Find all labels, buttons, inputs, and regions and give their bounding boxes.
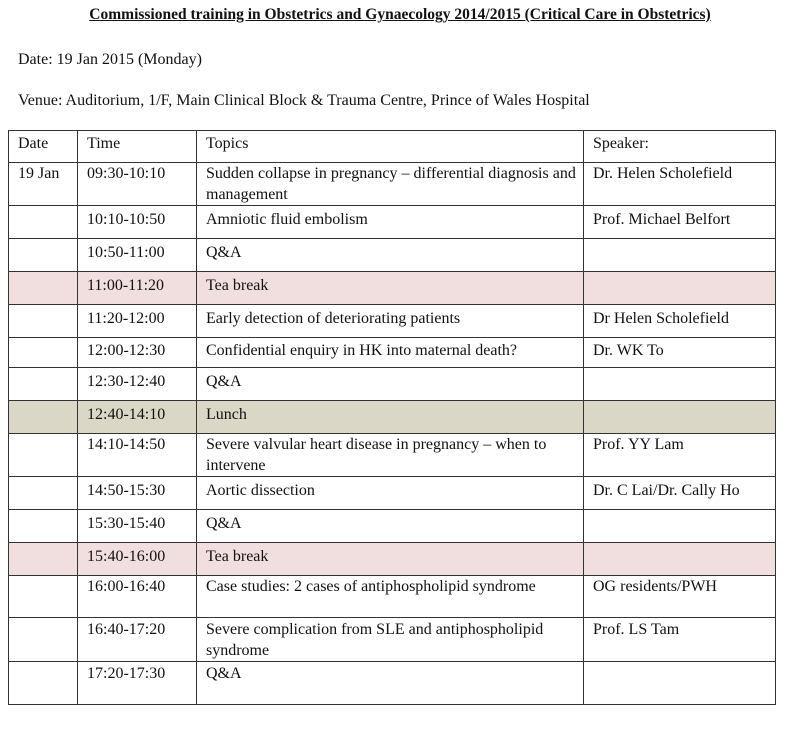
time-cell: 15:30-15:40 xyxy=(78,510,197,543)
table-row-tea-break xyxy=(9,543,776,576)
topic-cell: Q&A xyxy=(197,662,584,705)
topic-cell: Case studies: 2 cases of antiphospholipid syndrome xyxy=(197,576,584,618)
date-cell xyxy=(9,477,78,510)
speaker-cell: OG residents/PWH xyxy=(584,576,776,618)
topic-cell: Amniotic fluid embolism xyxy=(197,206,584,239)
date-cell: 19 Jan xyxy=(9,163,78,206)
table-header-row xyxy=(9,131,776,163)
time-cell: 14:10-14:50 xyxy=(78,434,197,477)
speaker-cell xyxy=(584,543,776,576)
topic-cell: Q&A xyxy=(197,510,584,543)
column-header-speaker: Speaker: xyxy=(584,131,776,163)
speaker-cell xyxy=(584,401,776,434)
date-cell xyxy=(9,434,78,477)
table-row xyxy=(9,206,776,239)
time-cell: 09:30-10:10 xyxy=(78,163,197,206)
column-header-date: Date xyxy=(9,131,78,163)
table-row xyxy=(9,163,776,206)
speaker-cell: Dr. WK To xyxy=(584,338,776,368)
topic-cell: Aortic dissection xyxy=(197,477,584,510)
time-cell: 15:40-16:00 xyxy=(78,543,197,576)
speaker-cell: Prof. LS Tam xyxy=(584,618,776,662)
schedule-table xyxy=(8,130,776,705)
date-cell xyxy=(9,272,78,305)
document-title: Commissioned training in Obstetrics and Gynaecology 2014/2015 (Critical Care in Obstetrics) xyxy=(89,6,711,23)
topic-cell: Lunch xyxy=(197,401,584,434)
table-row-tea-break xyxy=(9,272,776,305)
date-cell xyxy=(9,618,78,662)
speaker-cell xyxy=(584,510,776,543)
column-header-time: Time xyxy=(78,131,197,163)
topic-cell: Confidential enquiry in HK into maternal death? xyxy=(197,338,584,368)
table-row xyxy=(9,576,776,618)
date-cell xyxy=(9,206,78,239)
time-cell: 16:40-17:20 xyxy=(78,618,197,662)
table-row xyxy=(9,618,776,662)
time-cell: 14:50-15:30 xyxy=(78,477,197,510)
speaker-cell: Dr Helen Scholefield xyxy=(584,305,776,338)
table-row xyxy=(9,239,776,272)
speaker-cell xyxy=(584,368,776,401)
topic-cell: Early detection of deteriorating patients xyxy=(197,305,584,338)
column-header-topics: Topics xyxy=(197,131,584,163)
table-row xyxy=(9,477,776,510)
topic-cell: Q&A xyxy=(197,239,584,272)
time-cell: 16:00-16:40 xyxy=(78,576,197,618)
time-cell: 17:20-17:30 xyxy=(78,662,197,705)
table-row xyxy=(9,662,776,705)
table-row xyxy=(9,338,776,368)
topic-cell: Severe complication from SLE and antiphospholipid syndrome xyxy=(197,618,584,662)
date-cell xyxy=(9,239,78,272)
speaker-cell xyxy=(584,239,776,272)
topic-cell: Tea break xyxy=(197,272,584,305)
time-cell: 10:50-11:00 xyxy=(78,239,197,272)
date-line: Date: 19 Jan 2015 (Monday) xyxy=(18,51,202,68)
topic-cell: Severe valvular heart disease in pregnancy – when to intervene xyxy=(197,434,584,477)
date-cell xyxy=(9,401,78,434)
time-cell: 11:00-11:20 xyxy=(78,272,197,305)
speaker-cell xyxy=(584,272,776,305)
time-cell: 11:20-12:00 xyxy=(78,305,197,338)
date-cell xyxy=(9,576,78,618)
date-cell xyxy=(9,543,78,576)
table-row xyxy=(9,510,776,543)
date-cell xyxy=(9,510,78,543)
table-row xyxy=(9,305,776,338)
topic-cell: Tea break xyxy=(197,543,584,576)
date-cell xyxy=(9,662,78,705)
speaker-cell: Dr. Helen Scholefield xyxy=(584,163,776,206)
topic-cell: Q&A xyxy=(197,368,584,401)
speaker-cell: Prof. Michael Belfort xyxy=(584,206,776,239)
time-cell: 10:10-10:50 xyxy=(78,206,197,239)
table-row-lunch xyxy=(9,401,776,434)
speaker-cell xyxy=(584,662,776,705)
speaker-cell: Prof. YY Lam xyxy=(584,434,776,477)
topic-cell: Sudden collapse in pregnancy – differential diagnosis and management xyxy=(197,163,584,206)
table-row xyxy=(9,368,776,401)
speaker-cell: Dr. C Lai/Dr. Cally Ho xyxy=(584,477,776,510)
date-cell xyxy=(9,368,78,401)
time-cell: 12:40-14:10 xyxy=(78,401,197,434)
date-cell xyxy=(9,305,78,338)
venue-line: Venue: Auditorium, 1/F, Main Clinical Block & Trauma Centre, Prince of Wales Hospital xyxy=(18,92,590,109)
date-cell xyxy=(9,338,78,368)
time-cell: 12:30-12:40 xyxy=(78,368,197,401)
table-row xyxy=(9,434,776,477)
time-cell: 12:00-12:30 xyxy=(78,338,197,368)
